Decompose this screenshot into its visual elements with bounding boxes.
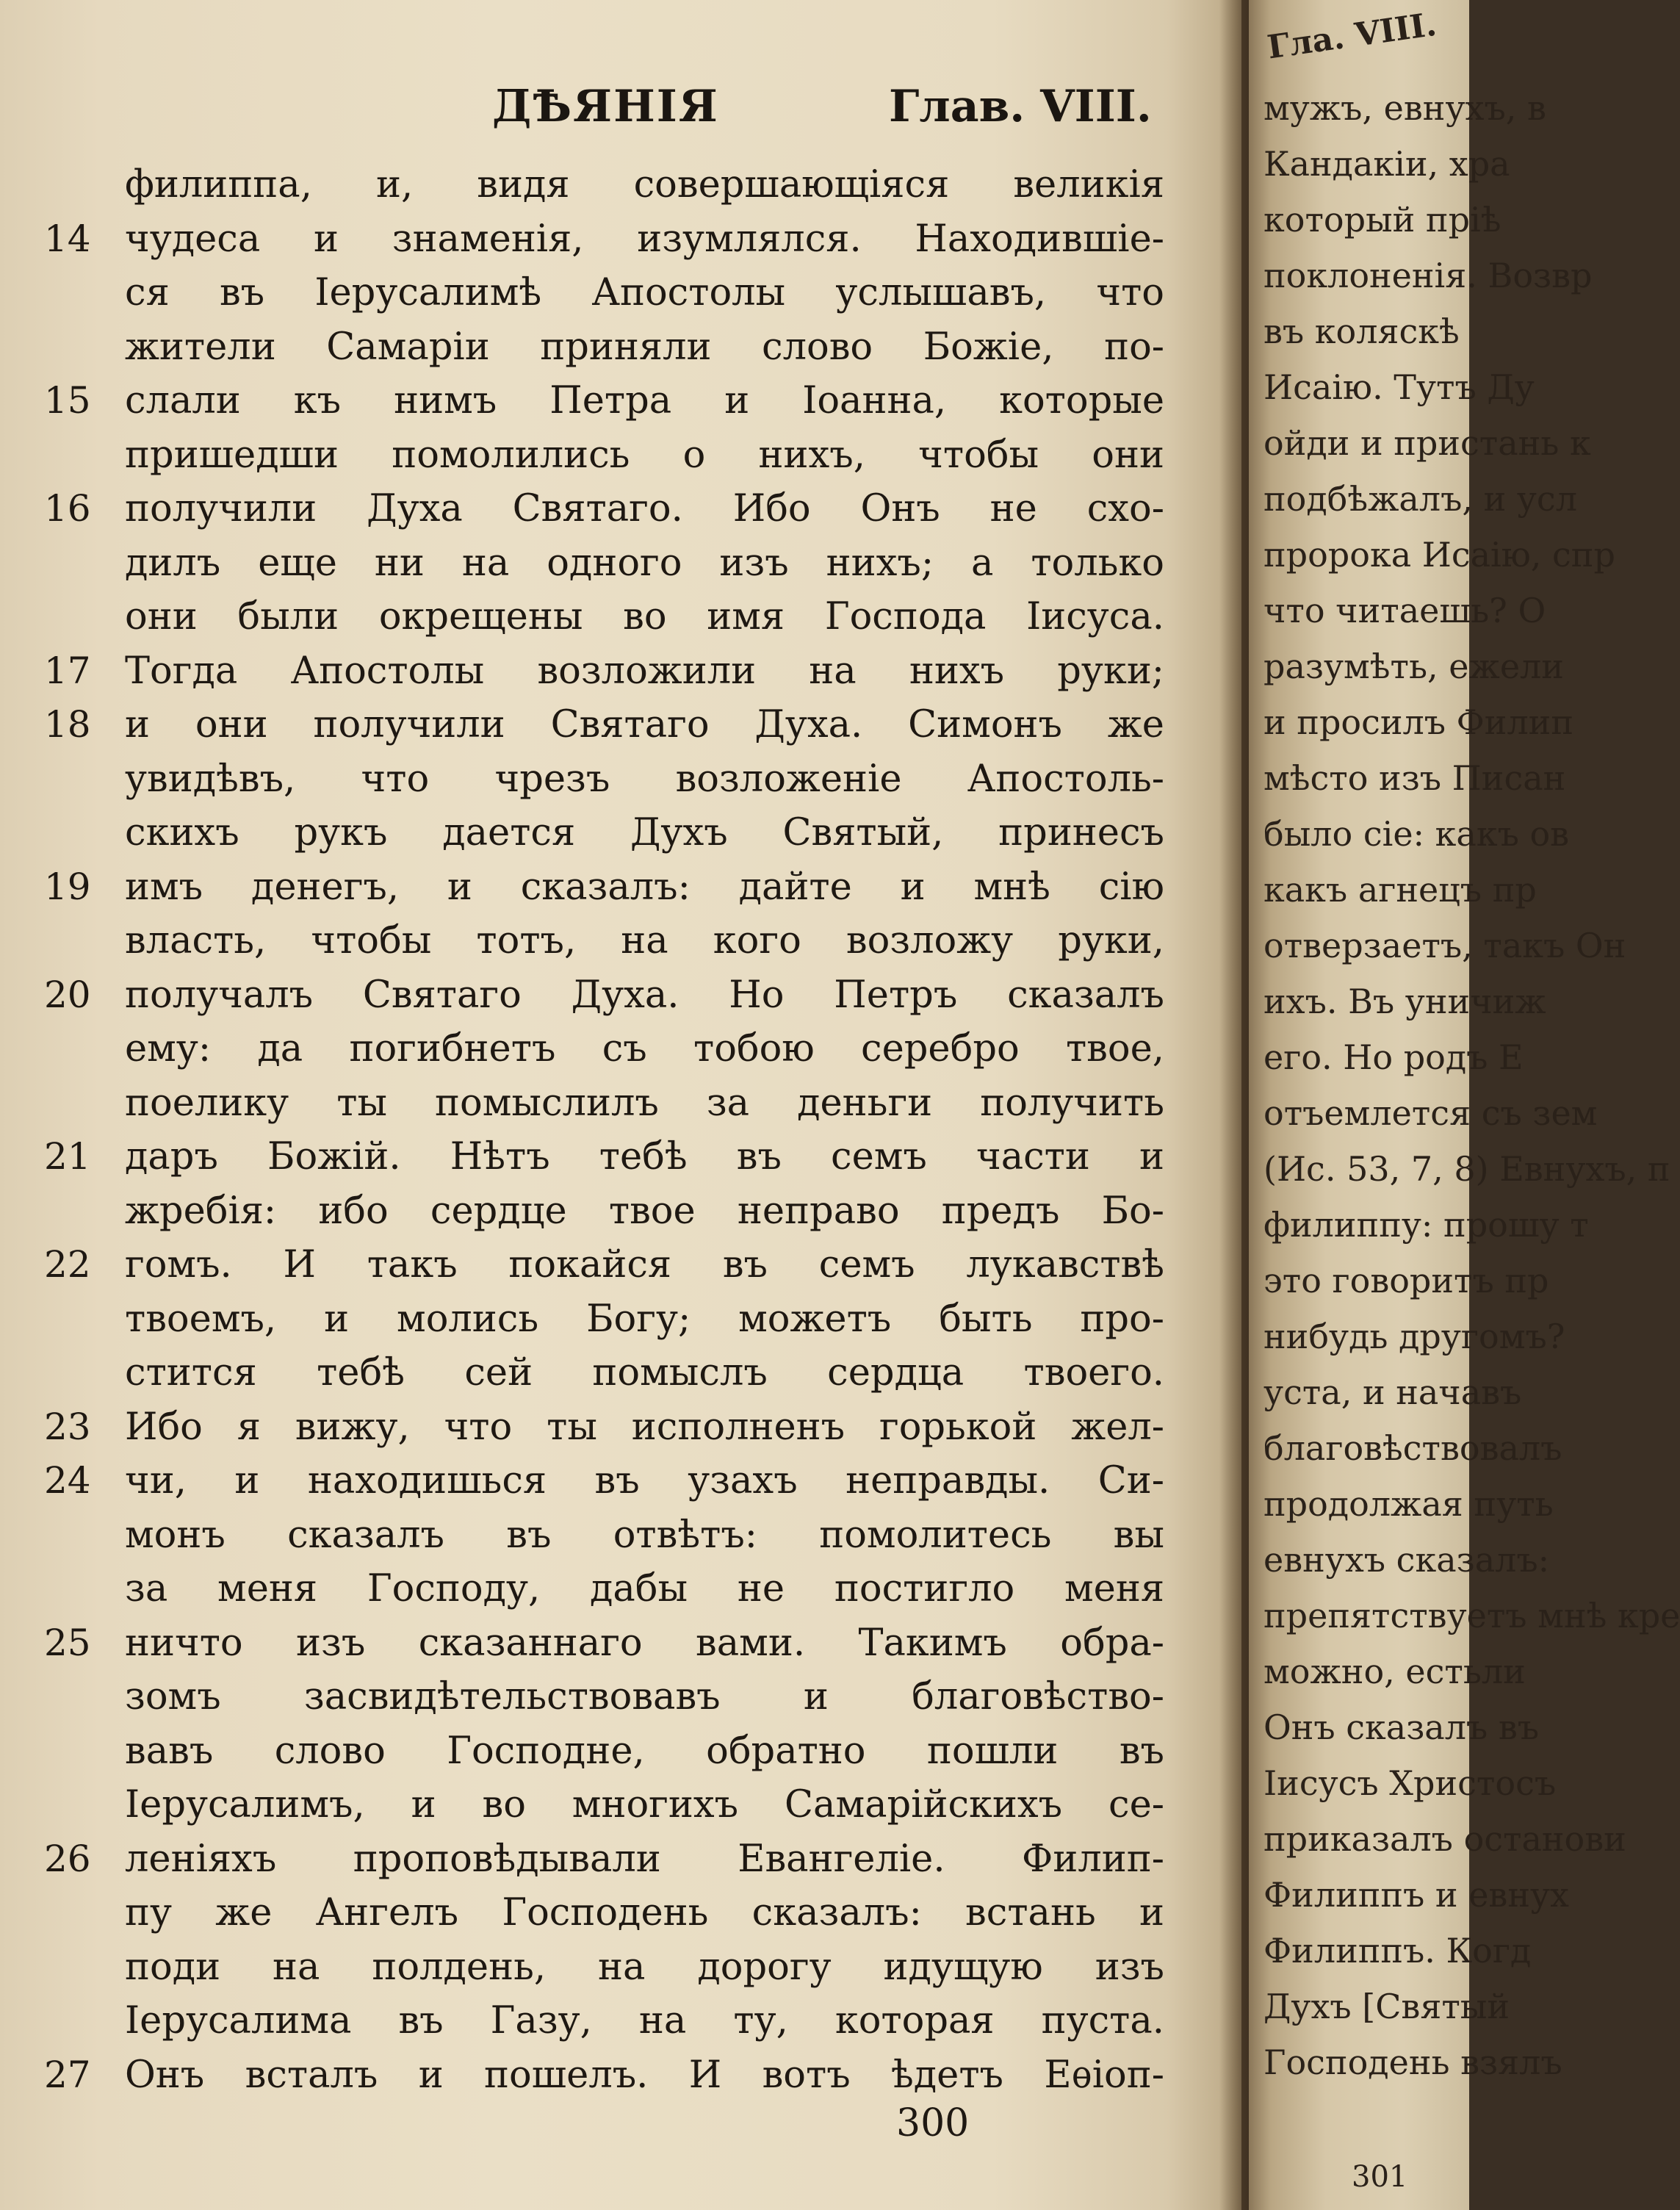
- text-line: [29, 374, 1175, 428]
- right-page-line: ихъ. Въ уничиж: [1263, 982, 1546, 1021]
- page-number-left: 300: [896, 2101, 970, 2145]
- line-text: Онъ всталъ и пошелъ. И вотъ ѣдетъ Еѳіоп-: [125, 2053, 1164, 2097]
- main-text-block: [29, 158, 1175, 2102]
- verse-number: 15: [44, 379, 91, 422]
- text-line: [29, 1130, 1175, 1184]
- text-line: [29, 860, 1175, 915]
- text-line: [29, 1994, 1175, 2048]
- line-text: ничто изъ сказаннаго вами. Такимъ обра-: [125, 1621, 1164, 1665]
- line-text: скихъ рукъ дается Духъ Святый, принесъ: [125, 811, 1164, 854]
- text-line: [29, 590, 1175, 644]
- right-page-line: Кандакіи, хра: [1263, 144, 1510, 184]
- text-line: [29, 1562, 1175, 1616]
- line-text: слали къ нимъ Петра и Іоанна, которые: [125, 379, 1164, 422]
- text-line: [29, 1292, 1175, 1347]
- verse-number: 17: [44, 649, 91, 692]
- verse-number: 25: [44, 1621, 91, 1664]
- text-line: [29, 1670, 1175, 1724]
- text-line: [29, 698, 1175, 752]
- text-line: [29, 1454, 1175, 1508]
- line-text: монъ сказалъ въ отвѣтъ: помолитесь вы: [125, 1513, 1164, 1557]
- line-text: власть, чтобы тотъ, на кого возложу руки,: [125, 919, 1164, 962]
- line-text: и они получили Святаго Духа. Симонъ же: [125, 703, 1164, 746]
- text-line: [29, 1400, 1175, 1455]
- line-text: даръ Божій. Нѣтъ тебѣ въ семъ части и: [125, 1135, 1164, 1178]
- text-line: [29, 1940, 1175, 1995]
- line-text: получалъ Святаго Духа. Но Петръ сказалъ: [125, 973, 1164, 1017]
- line-text: стится тебѣ сей помыслъ сердца твоего.: [125, 1351, 1164, 1394]
- verse-number: 23: [44, 1405, 91, 1448]
- verse-number: 26: [44, 1837, 91, 1880]
- right-page-line: въ коляскѣ: [1263, 312, 1460, 351]
- right-page-line: продолжая путь: [1263, 1484, 1554, 1524]
- text-line: [29, 1508, 1175, 1563]
- right-page-line: какъ агнецъ пр: [1263, 870, 1537, 910]
- right-page-line: который пріѣ: [1263, 200, 1501, 240]
- right-page-line: его. Но родъ Е: [1263, 1037, 1524, 1077]
- line-text: леніяхъ проповѣдывали Евангеліе. Филип-: [125, 1837, 1164, 1881]
- right-page-line: уста, и начавъ: [1263, 1372, 1522, 1412]
- right-page-line: Господень взялъ: [1263, 2042, 1562, 2082]
- right-page-line: поклоненія. Возвр: [1263, 256, 1593, 295]
- line-text: Іерусалимъ, и во многихъ Самарійскихъ се-: [125, 1783, 1164, 1826]
- verse-number: 19: [44, 865, 91, 908]
- text-line: [29, 266, 1175, 320]
- right-page-line: благовѣствовалъ: [1263, 1428, 1562, 1468]
- line-text: за меня Господу, дабы не постигло меня: [125, 1567, 1164, 1610]
- text-line: [29, 1076, 1175, 1131]
- verse-number: 21: [44, 1135, 91, 1178]
- line-text: имъ денегъ, и сказалъ: дайте и мнѣ сію: [125, 865, 1164, 909]
- right-page-line: (Ис. 53, 7, 8) Евнухъ, п: [1263, 1149, 1670, 1189]
- book-gutter: [1219, 0, 1252, 2210]
- line-text: ему: да погибнетъ съ тобою серебро твое,: [125, 1027, 1164, 1070]
- line-text: жребія: ибо сердце твое неправо предъ Бо-: [125, 1189, 1164, 1233]
- right-page-line: евнухъ сказалъ:: [1263, 1540, 1550, 1580]
- right-page-line: ойди и пристань к: [1263, 423, 1591, 463]
- right-page-line: Филиппъ и евнух: [1263, 1875, 1569, 1915]
- running-head: [0, 81, 1175, 140]
- line-text: они были окрещены во имя Господа Іисуса.: [125, 595, 1164, 638]
- text-line: [29, 1184, 1175, 1239]
- text-line: [29, 320, 1175, 375]
- text-line: [29, 212, 1175, 267]
- text-line: [29, 752, 1175, 807]
- line-text: чудеса и знаменія, изумлялся. Находившіе-: [125, 217, 1164, 261]
- right-page-line: приказалъ останови: [1263, 1819, 1626, 1859]
- text-line: [29, 1616, 1175, 1671]
- right-page-line: пророка Исаію, спр: [1263, 535, 1615, 575]
- right-page-line: разумѣть, ежели: [1263, 647, 1564, 686]
- text-line: [29, 1346, 1175, 1400]
- verse-number: 20: [44, 973, 91, 1016]
- running-title: ДѢЯНІЯ: [492, 81, 719, 132]
- line-text: пришедши помолились о нихъ, чтобы они: [125, 433, 1164, 477]
- right-page-line: мужъ, евнухъ, в: [1263, 88, 1546, 128]
- text-line: [29, 536, 1175, 591]
- verse-number: 18: [44, 703, 91, 746]
- text-line: [29, 1238, 1175, 1292]
- right-page-line: подбѣжалъ, и усл: [1263, 479, 1577, 519]
- right-page-line: Духъ [Святый: [1263, 1987, 1510, 2026]
- line-text: гомъ. И такъ покайся въ семъ лукавствѣ: [125, 1243, 1164, 1286]
- text-line: [29, 1886, 1175, 1940]
- right-page-line: можно, естьли: [1263, 1652, 1526, 1691]
- right-page: [1249, 0, 1680, 2210]
- line-text: вавъ слово Господне, обратно пошли въ: [125, 1729, 1164, 1773]
- verse-number: 27: [44, 2053, 91, 2096]
- line-text: Ибо я вижу, что ты исполненъ горькой жел-: [125, 1405, 1164, 1449]
- right-page-line: отъемлется съ зем: [1263, 1093, 1598, 1133]
- right-page-line: отверзаетъ, такъ Он: [1263, 926, 1626, 965]
- verse-number: 24: [44, 1459, 91, 1502]
- line-text: пу же Ангелъ Господень сказалъ: встань и: [125, 1891, 1164, 1934]
- text-line: [29, 806, 1175, 860]
- line-text: ся въ Іерусалимѣ Апостолы услышавъ, что: [125, 271, 1164, 314]
- line-text: чи, и находишься въ узахъ неправды. Си-: [125, 1459, 1164, 1502]
- line-text: зомъ засвидѣтельствовавъ и благовѣство-: [125, 1675, 1164, 1718]
- text-line: [29, 1022, 1175, 1076]
- right-page-line: нибудь другомъ?: [1263, 1317, 1565, 1356]
- text-line: [29, 1724, 1175, 1779]
- chapter-label: Глав. VIII.: [889, 81, 1152, 132]
- text-line: [29, 158, 1175, 212]
- right-page-line: было сіе: какъ ов: [1263, 814, 1570, 854]
- page-number-right: 301: [1352, 2160, 1408, 2194]
- right-page-line: Филиппъ. Когд: [1263, 1931, 1532, 1970]
- right-page-line: что читаешь? О: [1263, 591, 1546, 630]
- right-page-line: Онъ сказалъ въ: [1263, 1707, 1539, 1747]
- right-page-line: Исаію. Тутъ Ду: [1263, 367, 1535, 407]
- line-text: дилъ еще ни на одного изъ нихъ; а только: [125, 541, 1164, 585]
- text-line: [29, 968, 1175, 1023]
- line-text: поелику ты помыслилъ за деньги получить: [125, 1081, 1164, 1125]
- right-running-head: Гла. VIII.: [1265, 5, 1439, 67]
- right-page-line: филиппу: прошу т: [1263, 1205, 1589, 1245]
- verse-number: 14: [44, 217, 91, 260]
- text-line: [29, 2048, 1175, 2103]
- text-line: [29, 1832, 1175, 1887]
- text-line: [29, 644, 1175, 699]
- line-text: жители Самаріи приняли слово Божіе, по-: [125, 325, 1164, 369]
- text-line: [29, 914, 1175, 968]
- verse-number: 16: [44, 487, 91, 530]
- line-text: получили Духа Святаго. Ибо Онъ не схо-: [125, 487, 1164, 530]
- right-page-line: это говоритъ пр: [1263, 1261, 1549, 1300]
- verse-number: 22: [44, 1243, 91, 1286]
- line-text: филиппа, и, видя совершающіяся великія: [125, 163, 1164, 206]
- line-text: Тогда Апостолы возложили на нихъ руки;: [125, 649, 1164, 693]
- line-text: поди на полдень, на дорогу идущую изъ: [125, 1945, 1164, 1989]
- line-text: увидѣвъ, что чрезъ возложеніе Апостоль-: [125, 757, 1164, 801]
- text-line: [29, 428, 1175, 483]
- right-page-line: Іисусъ Христосъ: [1263, 1763, 1557, 1803]
- text-line: [29, 1778, 1175, 1832]
- text-line: [29, 482, 1175, 536]
- right-page-line: мѣсто изъ Писан: [1263, 758, 1566, 798]
- line-text: твоемъ, и молись Богу; можетъ быть про-: [125, 1297, 1164, 1341]
- right-page-line: препятствуетъ мнѣ кре: [1263, 1596, 1680, 1635]
- line-text: Іерусалима въ Газу, на ту, которая пуста.: [125, 1999, 1164, 2042]
- right-page-line: и просилъ Филип: [1263, 702, 1573, 742]
